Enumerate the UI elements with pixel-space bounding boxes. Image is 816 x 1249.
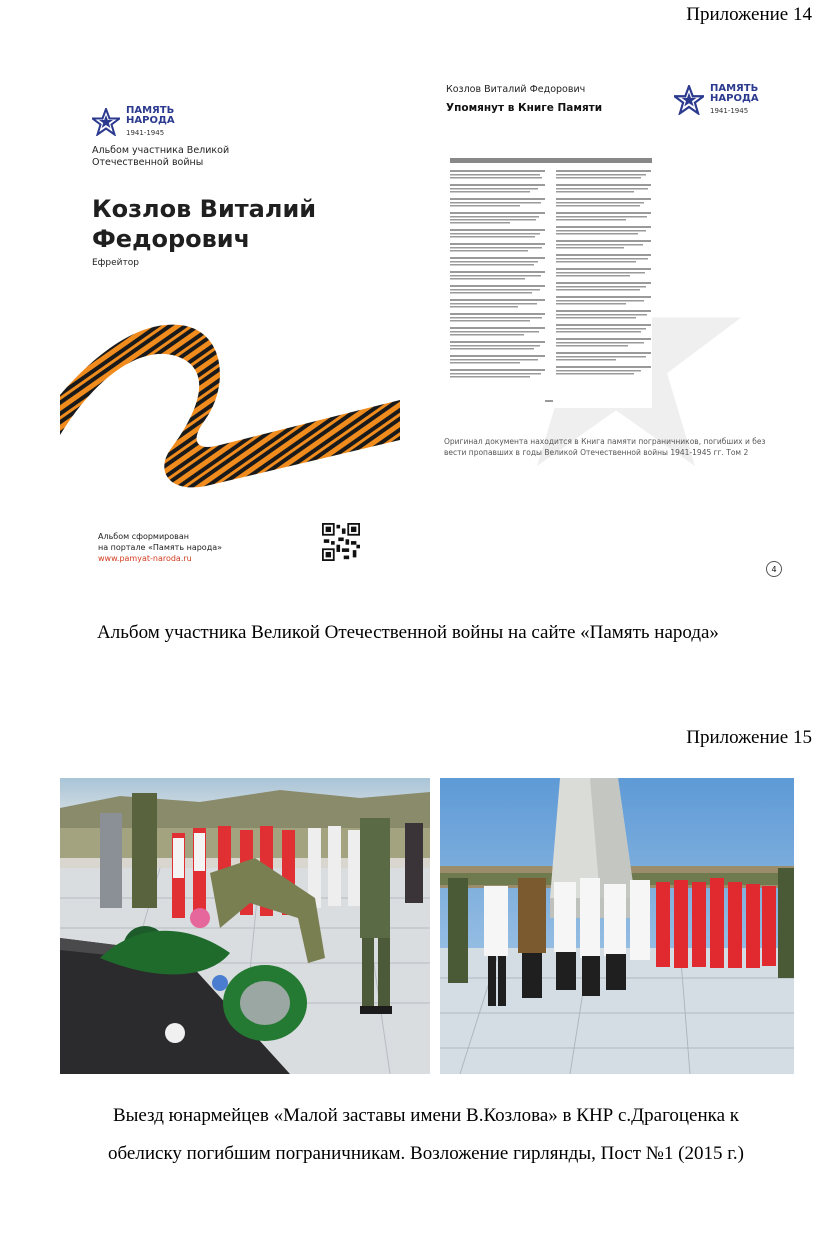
record-hero-name: Козлов Виталий Федорович <box>446 84 586 95</box>
qr-code <box>322 523 360 561</box>
appendix-14-label: Приложение 14 <box>686 4 812 25</box>
album-spread <box>60 70 792 580</box>
record-title: Упомянут в Книге Памяти <box>446 102 603 114</box>
caption-photos-line1: Выезд юнармейцев «Малой заставы имени В.Козлова» в КНР с.Драгоценка к <box>112 1105 740 1126</box>
album-formed-note <box>98 531 222 564</box>
logo-years: 1941-1945 <box>126 129 165 137</box>
formed-line1: Альбом сформирован <box>98 532 189 541</box>
album-record-page <box>436 70 792 580</box>
photo-obelisk-group <box>440 778 794 1074</box>
pamyat-naroda-logo-small <box>674 84 759 116</box>
hero-rank: Ефрейтор <box>92 258 139 268</box>
album-subtitle: Альбом участника Великой Отечественной войны <box>92 145 230 168</box>
album-cover-page <box>60 70 405 580</box>
logo-years-small: 1941-1945 <box>710 107 749 115</box>
hero-name <box>92 194 352 254</box>
star-icon <box>92 108 120 136</box>
logo-line1-small: ПАМЯТЬ <box>710 83 759 94</box>
logo-line2: НАРОДА <box>126 115 175 126</box>
hero-name-line2: Федорович <box>92 225 251 253</box>
caption-photos <box>56 1097 796 1173</box>
caption-photos-line2: обелиску погибшим пограничникам. Возложение гирлянды, Пост №1 (2015 г.) <box>108 1143 744 1164</box>
appendix-15-label: Приложение 15 <box>686 727 812 748</box>
pamyat-naroda-logo <box>92 106 175 138</box>
st-george-ribbon <box>60 310 400 510</box>
book-of-memory-scan <box>450 158 652 408</box>
formed-line2: на портале «Память народа» <box>98 543 223 552</box>
photo-wreath-laying <box>60 778 430 1074</box>
logo-line2-small: НАРОДА <box>710 93 759 104</box>
portal-url-link[interactable]: www.pamyat-naroda.ru <box>98 554 192 563</box>
hero-name-line1: Козлов Виталий <box>92 195 317 223</box>
star-icon <box>674 85 704 115</box>
caption-album: Альбом участника Великой Отечественной войны на сайте «Память народа» <box>97 622 719 643</box>
document-source-note: Оригинал документа находится в Книга памяти пограничников, погибших и без вести пропавших в годы Великой Отечественной войны 1941-1945 гг. Том 2 <box>444 437 766 457</box>
page-number-badge: 4 <box>766 561 782 577</box>
logo-line1: ПАМЯТЬ <box>126 105 175 116</box>
